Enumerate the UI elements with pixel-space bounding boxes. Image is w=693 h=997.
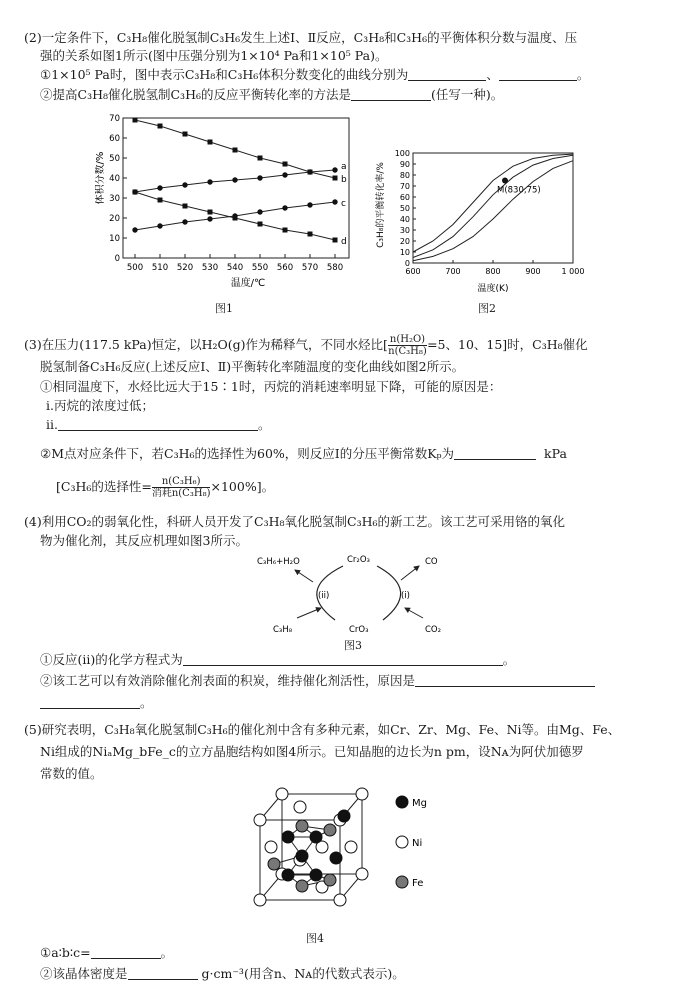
q3-ratio-fraction (388, 334, 427, 357)
fig2-axes (395, 149, 585, 276)
fig4-atom-fe (324, 874, 336, 886)
q3-sub1-ii-end: 。 (257, 417, 271, 432)
q4-sub2-end: 。 (140, 695, 153, 710)
q3-line1 (24, 334, 588, 357)
fig2-xtick-label: 1 000 (561, 267, 585, 276)
fig1-ytick-label: 20 (109, 214, 120, 224)
answer-blank-q2-2[interactable] (351, 88, 431, 101)
fig4-atom-fe (296, 820, 308, 832)
legend-fe-label: Fe (412, 878, 424, 889)
q3-line1-suffix: =5、10、15]时，C₃H₈催化 (427, 337, 588, 352)
fig1-curve-label-c: c (341, 199, 346, 209)
fig1-point-c (182, 219, 187, 224)
fig3-caption: 图3 (344, 639, 362, 652)
fig1-caption: 图1 (215, 302, 233, 315)
fig1-point-d (283, 228, 288, 233)
fig1-point-a (257, 175, 262, 180)
q4-sub2 (40, 673, 595, 689)
fig1-curve-label-a: a (341, 162, 347, 172)
fig2-xlabel: 温度(K) (477, 284, 509, 294)
fig2-ytick-label: 100 (394, 149, 410, 158)
legend-mg-icon (396, 796, 408, 808)
fig1-point-b (133, 118, 138, 123)
fig1-ytick-label: 50 (109, 154, 120, 164)
q3-sub2-text: ②M点对应条件下，若C₃H₆的选择性为60%，则反应Ⅰ的分压平衡常数Kₚ为 (40, 446, 455, 461)
q2-sub1-end: 。 (576, 67, 590, 82)
q3-sub1-ii (46, 417, 271, 433)
q3-line1-prefix: (3)在压力(117.5 kPa)恒定，以H₂O(g)作为稀释气，不同水烃比[ (24, 337, 388, 352)
q2-sub2-text: ②提高C₃H₈催化脱氢制C₃H₆的反应平衡转化率的方法是 (40, 87, 351, 102)
fig1-point-b (208, 140, 213, 145)
fig4-atom-ni (356, 868, 368, 880)
figure-4-crystal-cell (240, 782, 470, 922)
fig1-ytick-label: 40 (109, 174, 120, 184)
q4-sub1-text: ①反应(ⅱ)的化学方程式为 (40, 652, 183, 667)
q2-sub1-text: ①1×10⁵ Pa时，图中表示C₃H₈和C₃H₆体积分数变化的曲线分别为 (40, 67, 409, 82)
fig3-arrow-co (401, 566, 419, 580)
fig3-right-arc (377, 566, 401, 620)
q3-selectivity-def (56, 476, 274, 499)
legend-fe-icon (396, 876, 408, 888)
fig1-point-d (333, 238, 338, 243)
fig4-atom-mg (282, 831, 294, 843)
fig2-frame (413, 153, 573, 263)
fig1-xtick-label: 570 (301, 263, 319, 273)
answer-blank-q4-1[interactable] (183, 653, 503, 666)
q5-sub1-end: 。 (160, 945, 174, 960)
fig4-atom-ni (254, 894, 266, 906)
fig1-point-a (207, 179, 212, 184)
fig2-xtick-label: 800 (485, 267, 501, 276)
fig1-xtick-label: 580 (326, 263, 344, 273)
fig2-curve-3 (413, 161, 573, 261)
q4-line2: 物为催化剂，其反应机理如图3所示。 (40, 533, 248, 548)
fig4-atom-fe (268, 858, 280, 870)
fig3-co: CO (425, 557, 438, 567)
fig1-xtick-label: 550 (251, 263, 269, 273)
legend-ni-label: Ni (412, 838, 423, 849)
fig4-atoms (254, 788, 368, 906)
fig2-ytick-label: 30 (399, 226, 410, 235)
answer-blank-q2-1a[interactable] (408, 68, 486, 81)
fig3-c3h8: C₃H₈ (273, 625, 293, 635)
fig1-xlabel: 温度/℃ (230, 278, 266, 288)
legend-mg-label: Mg (412, 798, 427, 809)
fig3-cro3: CrO₃ (349, 625, 369, 635)
q4-line1: (4)利用CO₂的弱氧化性，科研人员开发了C₃H₈氧化脱氢制C₃H₆的新工艺。该工艺可采用铬的氧化 (24, 514, 566, 529)
fig4-atom-ni (334, 894, 346, 906)
fig4-atom-mg (310, 831, 322, 843)
fig1-point-a (157, 185, 162, 190)
fig1-point-b (308, 170, 313, 175)
fig1-point-c (332, 199, 337, 204)
fig4-atom-mg (310, 869, 322, 881)
q2-line1: (2)一定条件下，C₃H₈催化脱氢制C₃H₆发生上述Ⅰ、Ⅱ反应，C₃H₈和C₃H₆的平衡体积分数与温度、压 (24, 30, 578, 45)
fig1-ytick-label: 70 (109, 114, 120, 124)
fig1-point-d (183, 204, 188, 209)
fig1-point-a (182, 182, 187, 187)
fig1-point-c (132, 227, 137, 232)
fig4-atom-mg (296, 850, 308, 862)
fig4-atom-ni (294, 801, 306, 813)
fig3-cr2o3: Cr₂O₃ (347, 555, 370, 565)
q3-sub1-ii-label: ⅱ. (46, 417, 58, 432)
fig1-point-c (282, 205, 287, 210)
fig1-ylabel: 体积分数/% (95, 151, 106, 205)
q3-sub2-unit: kPa (544, 446, 567, 461)
fig1-point-d (308, 232, 313, 237)
q3-sel-prefix: [C₃H₆的选择性= (56, 479, 152, 494)
q3-sub2 (40, 446, 567, 462)
fig4-atom-mg (338, 810, 350, 822)
fig1-point-d (208, 210, 213, 215)
fig1-point-b (258, 156, 263, 161)
fig1-point-b (183, 132, 188, 137)
fig2-ytick-label: 70 (399, 182, 410, 191)
legend-ni-icon (396, 836, 408, 848)
fig3-c3h6-h2o: C₃H₆+H₂O (257, 557, 300, 567)
fig2-ytick-label: 90 (399, 160, 410, 169)
fig4-atom-ni (356, 788, 368, 800)
answer-blank-q4-2b[interactable] (40, 696, 140, 709)
answer-blank-q3-1[interactable] (58, 418, 258, 431)
fig4-atom-mg (282, 869, 294, 881)
q5-sub2-suffix: g·cm⁻³(用含n、Nᴀ的代数式表示)。 (201, 966, 405, 981)
answer-blank-q5-1[interactable] (91, 946, 161, 959)
fig2-point-m (502, 178, 508, 184)
fig4-atom-ni (276, 788, 288, 800)
fig4-legend (396, 796, 427, 889)
q4-sub1-end: 。 (502, 652, 516, 667)
fig2-caption: 图2 (478, 302, 496, 315)
fig1-point-a (282, 172, 287, 177)
q4-sub2-text: ②该工艺可以有效消除催化剂表面的积炭，维持催化剂活性，原因是 (40, 673, 416, 688)
fig1-ytick-label: 60 (109, 134, 120, 144)
fig3-arrow-product (295, 570, 313, 582)
fig1-ytick-label: 30 (109, 194, 120, 204)
fig2-curve-1 (413, 154, 573, 252)
fig4-caption: 图4 (306, 932, 324, 945)
q3-sel-den: 消耗n(C₃H₈) (151, 488, 211, 499)
fig2-marks (413, 154, 573, 261)
fig1-marks (132, 118, 347, 248)
fig1-point-b (158, 124, 163, 129)
q3-sel-num: n(C₃H₆) (152, 476, 211, 488)
fig1-xtick-label: 560 (276, 263, 294, 273)
fig1-point-c (307, 202, 312, 207)
fig1-point-d (133, 190, 138, 195)
q2-sub1 (40, 67, 589, 83)
fig1-xtick-label: 540 (226, 263, 244, 273)
fig4-atom-ni (345, 841, 357, 853)
fig2-ytick-label: 40 (399, 215, 410, 224)
q3-sub1: ①相同温度下，水烃比远大于15∶1时，丙烷的消耗速率明显下降，可能的原因是： (40, 379, 502, 394)
fig1-point-d (258, 222, 263, 227)
fig1-xtick-label: 520 (176, 263, 194, 273)
q5-sub2-text: ②该晶体密度是 (40, 966, 128, 981)
answer-blank-q5-2[interactable] (128, 967, 198, 980)
q2-line2: 强的关系如图1所示(图中压强分别为1×10⁴ Pa和1×10⁵ Pa)。 (40, 48, 388, 63)
fig2-ylabel: C₃H₈的平衡转化率/% (376, 162, 386, 248)
fig3-arrow-co2 (405, 608, 423, 618)
q5-line1: (5)研究表明，C₃H₈氧化脱氢制C₃H₆的催化剂中含有多种元素，如Cr、Zr、Mg、Fe、Ni等。由Mg、Fe、 (24, 722, 621, 737)
fig1-point-a (332, 167, 337, 172)
fig4-atom-fe (296, 880, 308, 892)
q3-selectivity-fraction (152, 476, 211, 499)
fig1-xtick-label: 500 (126, 263, 144, 273)
fig1-point-c (257, 209, 262, 214)
fig1-point-d (233, 216, 238, 221)
fig2-xtick-label: 700 (445, 267, 461, 276)
fig2-xtick-label: 900 (525, 267, 541, 276)
q2-sub2-suffix: (任写一种)。 (430, 87, 504, 102)
fig1-point-c (157, 223, 162, 228)
fig2-ytick-label: 50 (399, 204, 410, 213)
fig4-atom-mg (330, 852, 342, 864)
fig2-ytick-label: 60 (399, 193, 410, 202)
fig4-atom-ni (265, 841, 277, 853)
fig1-point-b (283, 162, 288, 167)
fig3-label-ii: (ii) (318, 591, 330, 601)
fig1-point-a (232, 177, 237, 182)
q5-line2: Ni组成的NiₐMg_bFe_c的立方晶胞结构如图4所示。已知晶胞的边长为n pm，设Nᴀ为阿伏加德罗 (40, 744, 584, 759)
q5-line3: 常数的值。 (40, 766, 103, 781)
fig2-point-m-label: M(830,75) (497, 185, 541, 196)
figure-1-chart (95, 108, 365, 288)
q5-sub1 (40, 945, 173, 961)
q3-frac-num: n(H₂O) (389, 334, 426, 345)
fig1-point-b (333, 176, 338, 181)
fig3-arrow-reactant (297, 608, 321, 618)
fig1-ytick-label: 10 (109, 234, 120, 244)
fig1-point-b (233, 148, 238, 153)
figure-2-chart (375, 145, 590, 295)
q3-sub1-i: ⅰ.丙烷的浓度过低； (46, 398, 154, 413)
fig3-label-i: (i) (401, 591, 410, 601)
fig1-ytick-label: 0 (114, 254, 120, 264)
q2-sub2 (40, 87, 503, 103)
fig2-ytick-label: 80 (399, 171, 410, 180)
answer-blank-q4-2a[interactable] (415, 674, 595, 687)
fig1-xtick-label: 510 (151, 263, 169, 273)
q3-sel-suffix: ×100%]。 (210, 479, 275, 494)
fig1-point-d (158, 198, 163, 203)
fig1-curve-label-d: d (341, 237, 347, 247)
fig1-xtick-label: 530 (201, 263, 219, 273)
fig2-ytick-label: 0 (404, 259, 410, 268)
q3-line2: 脱氢制备C₃H₆反应(上述反应Ⅰ、Ⅱ)平衡转化率随温度的变化曲线如图2所示。 (40, 359, 465, 374)
answer-blank-q2-1b[interactable] (499, 68, 577, 81)
fig2-xtick-label: 600 (405, 267, 421, 276)
fig2-ytick-label: 20 (399, 237, 410, 246)
q5-sub2 (40, 966, 405, 982)
fig4-atom-ni (254, 814, 266, 826)
fig1-axes (109, 114, 349, 273)
fig3-co2: CO₂ (425, 625, 442, 635)
fig2-ytick-label: 10 (399, 248, 410, 257)
figure-3-mechanism (255, 548, 455, 640)
q3-frac-den: n(C₃H₈) (388, 346, 427, 357)
answer-blank-q3-2[interactable] (454, 447, 536, 460)
fig4-atom-fe (324, 824, 336, 836)
q4-sub1 (40, 652, 515, 668)
fig1-point-c (207, 216, 212, 221)
q5-sub1-text: ①a∶b∶c= (40, 945, 91, 960)
q2-sub1-sep: 、 (486, 67, 499, 82)
fig1-curve-label-b: b (341, 175, 347, 185)
q4-sub2-cont (40, 695, 153, 711)
